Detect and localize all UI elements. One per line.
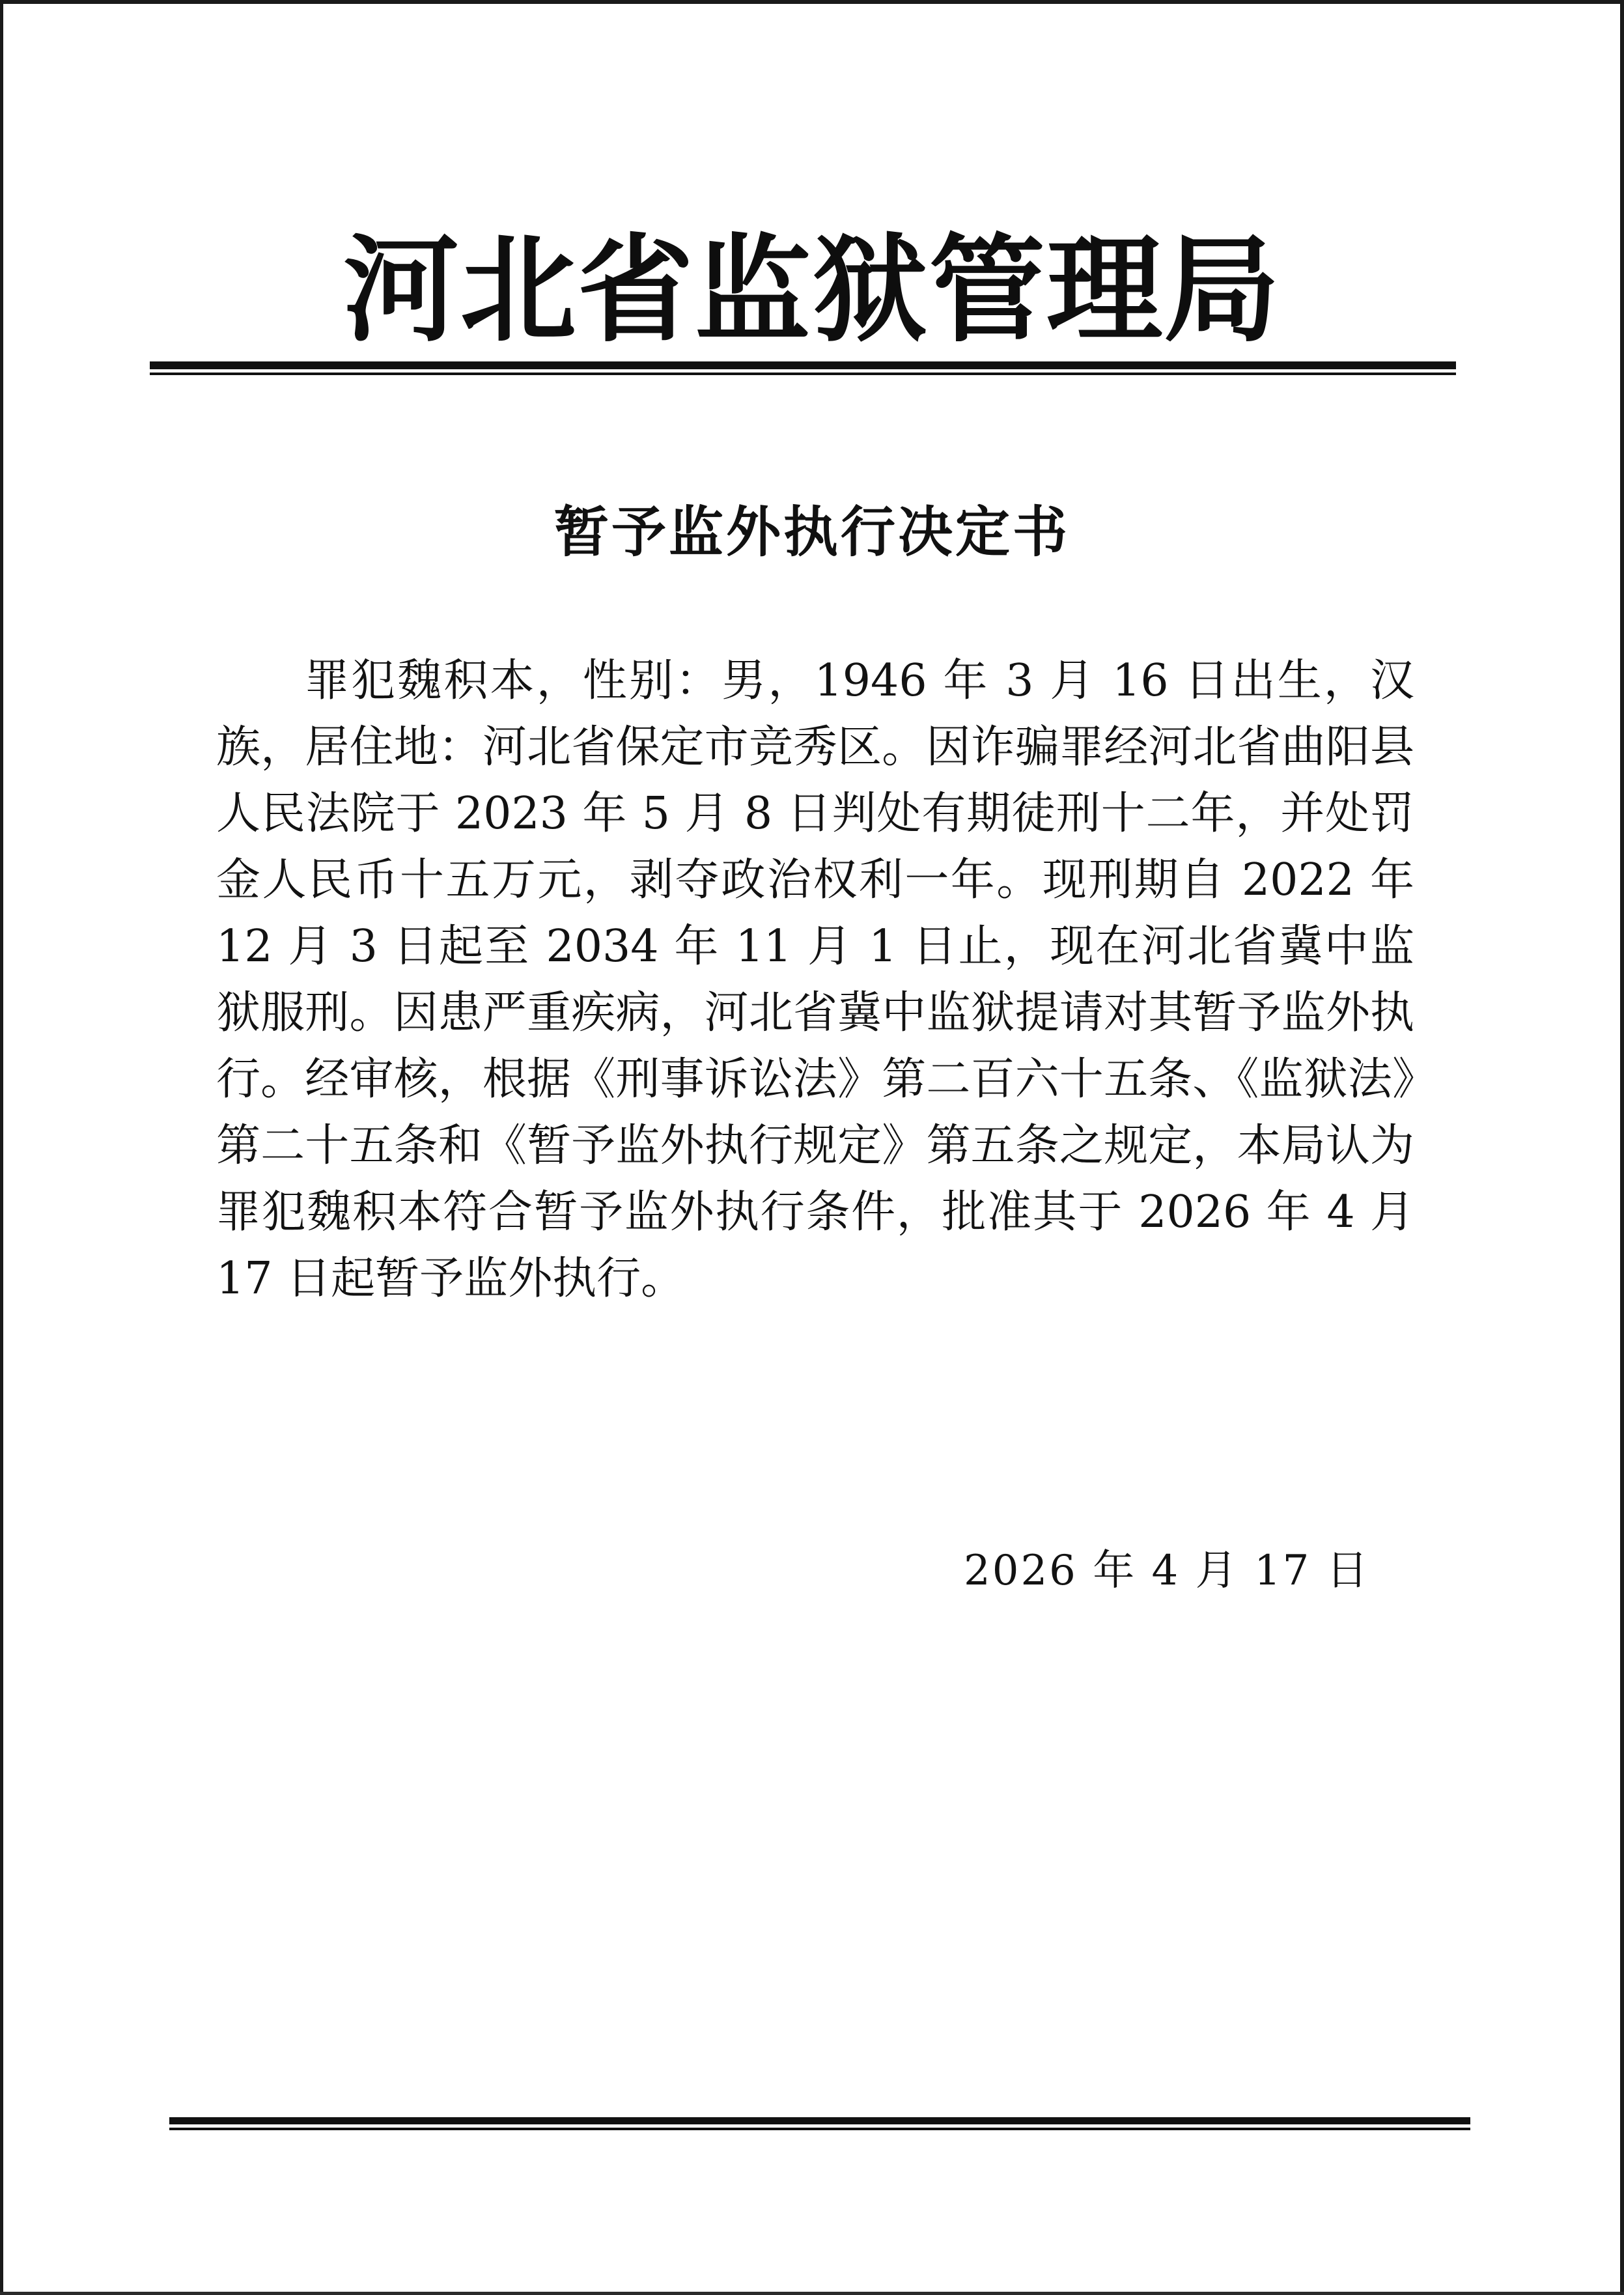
scan-edge-right [1620,0,1624,2295]
header-divider-thick-line [150,361,1456,369]
document-title: 暂予监外执行决定书 [553,500,1070,564]
scan-edge-top [0,0,1624,4]
footer-divider [169,2117,1470,2133]
header-divider [150,361,1456,377]
scan-edge-left [0,0,3,2295]
footer-divider-thick-line [169,2117,1470,2124]
decision-body-paragraph: 罪犯魏积本，性别：男，1946 年 3 月 16 日出生，汉族，居住地：河北省保定市竞秀区。因诈骗罪经河北省曲阳县人民法院于 2023 年 5 月 8 日判处有期徒刑十二年，并处罚金人民币十五万元，剥夺政治权利一年。现刑期自 2022 年 12 月 3 日起至 2034 年 11 月 1 日止，现在河北省冀中监狱服刑。因患严重疾病，河北省冀中监狱提请对其暂予监外执行。经审核，根据《刑事诉讼法》第二百六十五条、《监狱法》第二十五条和《暂予监外执行规定》第五条之规定，本局认为罪犯魏积本符合暂予监外执行条件，批准其于 2026 年 4 月 17 日起暂予监外执行。 [216,655,1414,1304]
footer-divider-thin-line [169,2128,1470,2130]
header-divider-thin-line [150,373,1456,375]
scan-edge-bottom [0,2292,1624,2295]
issuing-authority-header: 河北省监狱管理局 [343,223,1281,358]
issue-date: 2026 年 4 月 17 日 [964,1547,1370,1595]
